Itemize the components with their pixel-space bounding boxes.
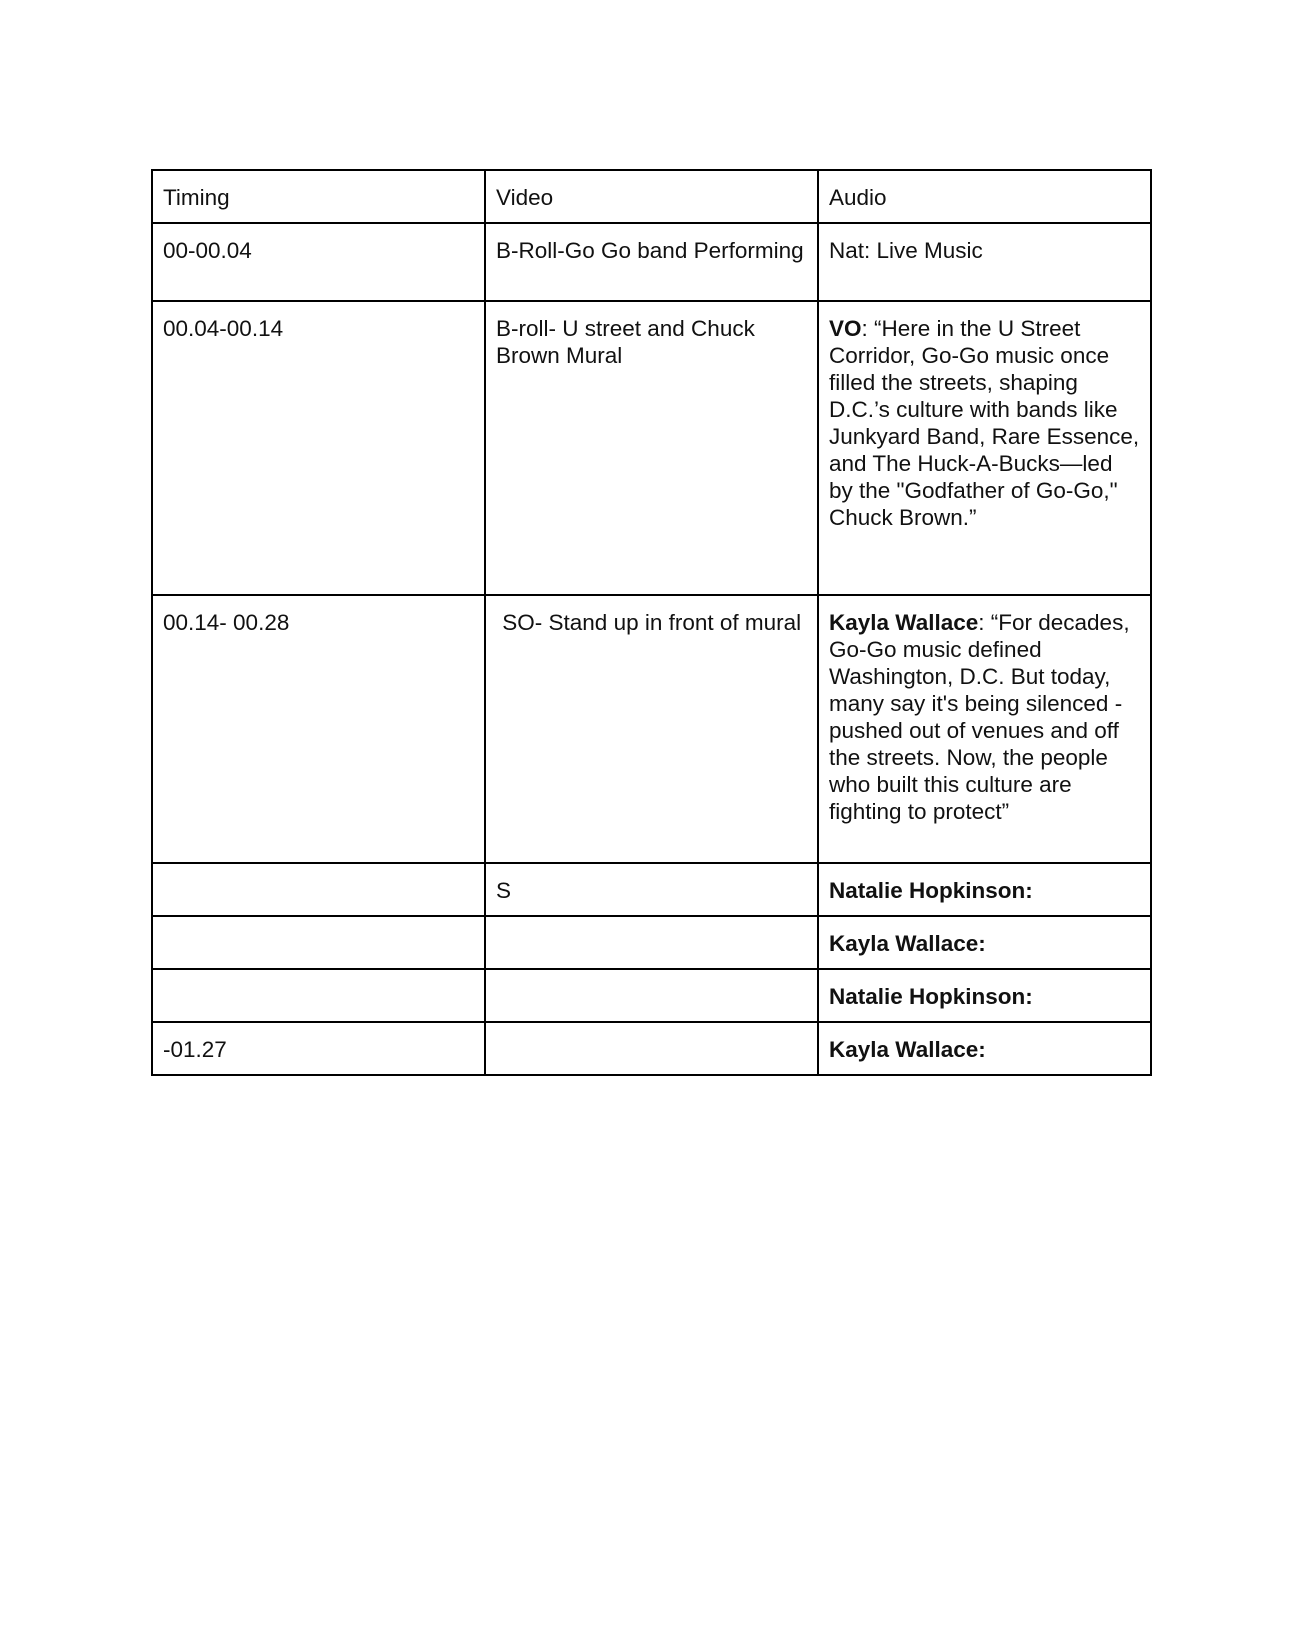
speaker-name: Natalie Hopkinson: <box>829 878 1033 903</box>
header-timing <box>152 170 485 223</box>
timing-cell <box>152 223 485 301</box>
timing-cell <box>152 916 485 969</box>
speaker-name: Kayla Wallace: <box>829 931 986 956</box>
header-video <box>485 170 818 223</box>
video-value: SO- Stand up in front of mural <box>496 610 802 635</box>
audio-cell <box>818 863 1151 916</box>
audio-cell <box>818 595 1151 863</box>
video-cell <box>485 301 818 595</box>
video-cell <box>485 595 818 863</box>
table-row <box>152 595 1151 863</box>
timing-value: 00-00.04 <box>163 238 252 263</box>
audio-cell <box>818 223 1151 301</box>
audio-cell <box>818 969 1151 1022</box>
video-cell <box>485 916 818 969</box>
video-cell <box>485 223 818 301</box>
video-cell <box>485 969 818 1022</box>
audio-cell <box>818 301 1151 595</box>
table-row <box>152 863 1151 916</box>
timing-value: -01.27 <box>163 1037 227 1062</box>
video-cell <box>485 1022 818 1075</box>
speaker-name: Kayla Wallace <box>829 610 979 635</box>
speaker-name: VO <box>829 316 862 341</box>
audio-cell <box>818 916 1151 969</box>
timing-cell <box>152 969 485 1022</box>
timing-cell <box>152 1022 485 1075</box>
timing-value: 00.04-00.14 <box>163 316 284 341</box>
header-video-label: Video <box>496 185 554 210</box>
video-value: B-roll- U street and Chuck Brown Mural <box>496 316 755 368</box>
audio-text-continued: fighting to protect” <box>829 799 1010 824</box>
audio-text: : “Here in the U Street Corridor, Go-Go music once filled the streets, shaping D.C.’s culture with bands like Junkyard Band, Rare Essence, and The Huck-A-Bucks—led by the "Godfather of Go-Go," Chuck Brown.” <box>829 316 1140 530</box>
audio-text: : “For decades, Go-Go music defined Washington, D.C. But today, many say it's being silenced -pushed out of venues and off the streets. Now, the people who built this culture are <box>829 610 1130 797</box>
timing-cell <box>152 301 485 595</box>
speaker-name: Natalie Hopkinson: <box>829 984 1033 1009</box>
timing-cell <box>152 863 485 916</box>
table-row <box>152 301 1151 595</box>
table-row <box>152 969 1151 1022</box>
header-timing-label: Timing <box>163 185 230 210</box>
audio-text: Nat: Live Music <box>829 238 983 263</box>
table-row <box>152 916 1151 969</box>
table-header-row <box>152 170 1151 223</box>
table-row <box>152 223 1151 301</box>
video-value: S <box>496 878 512 903</box>
timing-value: 00.14- 00.28 <box>163 610 290 635</box>
script-table <box>151 169 1152 1076</box>
table-row <box>152 1022 1151 1075</box>
video-value: B-Roll-Go Go band Performing <box>496 238 804 263</box>
header-audio <box>818 170 1151 223</box>
video-cell <box>485 863 818 916</box>
timing-cell <box>152 595 485 863</box>
speaker-name: Kayla Wallace: <box>829 1037 986 1062</box>
audio-cell <box>818 1022 1151 1075</box>
header-audio-label: Audio <box>829 185 887 210</box>
